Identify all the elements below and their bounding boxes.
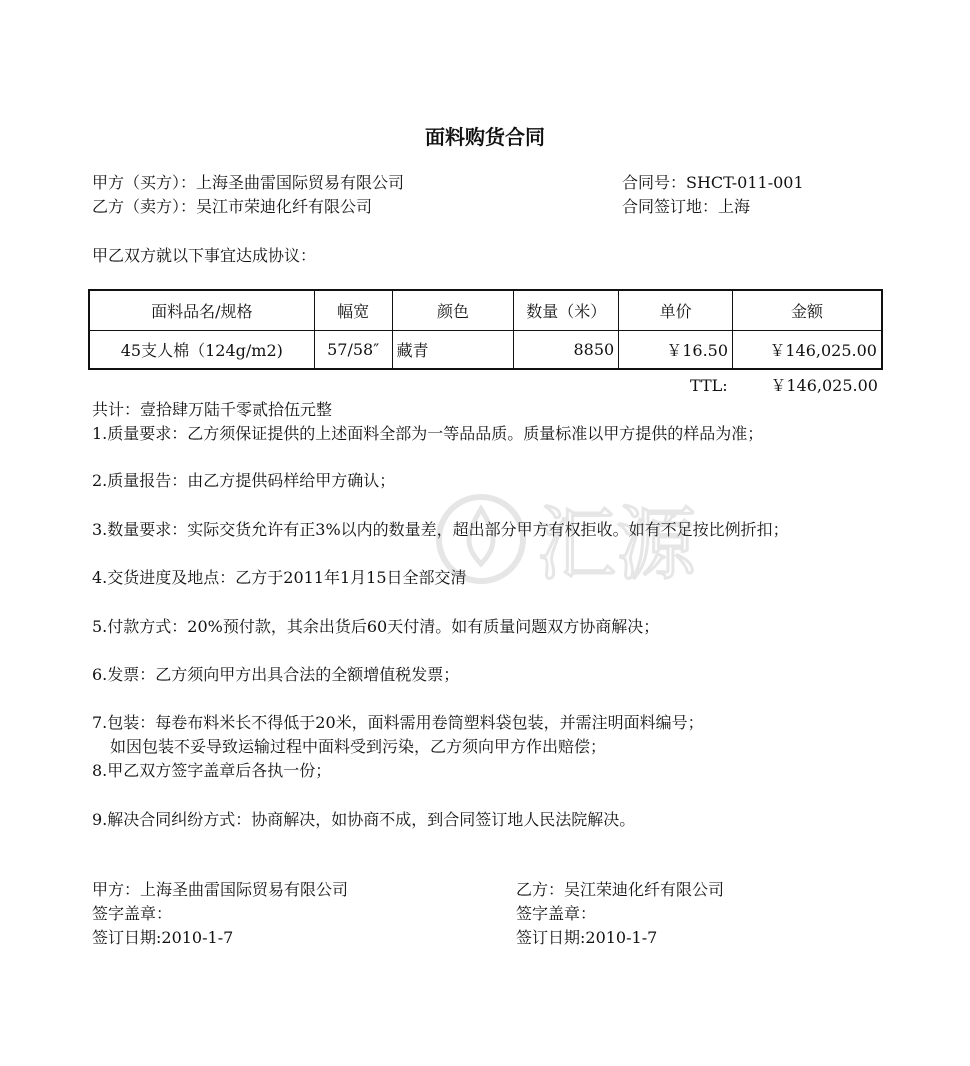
- cell-name: 45支人棉（124g/m2): [90, 331, 315, 369]
- clause-8: 8.甲乙双方签字盖章后各执一份；: [92, 761, 332, 780]
- clause-7-continued: 如因包装不妥导致运输过程中面料受到污染，乙方须向甲方作出赔偿；: [110, 737, 607, 756]
- buyer-line: 甲方（买方）：上海圣曲雷国际贸易有限公司: [92, 173, 405, 192]
- header-price: 单价: [619, 291, 733, 331]
- cell-price: ￥16.50: [619, 331, 733, 369]
- header-qty: 数量（米）: [514, 291, 619, 331]
- table-row: [90, 331, 882, 369]
- header-width: 幅宽: [314, 291, 392, 331]
- watermark-logo: [436, 484, 696, 594]
- clause-7: 7.包装：每卷布料米长不得低于20米，面料需用卷筒塑料袋包装，并需注明面料编号；: [92, 713, 704, 732]
- intro-text: 甲乙双方就以下事宜达成协议：: [92, 246, 317, 265]
- cell-amount: ￥146,025.00: [733, 331, 882, 369]
- watermark-drop-icon: [469, 509, 493, 564]
- clause-4: 4.交货进度及地点：乙方于2011年1月15日全部交清: [92, 568, 467, 587]
- header-amount: 金额: [733, 291, 882, 331]
- clause-1: 1.质量要求：乙方须保证提供的上述面料全部为一等品品质。质量标准以甲方提供的样品为准；: [92, 424, 764, 443]
- ttl-label: TTL:: [690, 376, 728, 395]
- buyer-signature-date: 签订日期:2010-1-7: [92, 928, 234, 947]
- header-name: 面料品名/规格: [90, 291, 315, 331]
- ttl-value: ￥146,025.00: [770, 376, 878, 395]
- total-in-words: 共计：壹拾肆万陆千零贰拾伍元整: [92, 400, 333, 419]
- cell-width: 57/58″: [314, 331, 392, 369]
- clause-2: 2.质量报告：由乙方提供码样给甲方确认；: [92, 471, 396, 490]
- sign-place: 合同签订地：上海: [622, 197, 751, 216]
- contract-number: 合同号：SHCT-011-001: [622, 173, 804, 192]
- buyer-signature-name: 甲方：上海圣曲雷国际贸易有限公司: [92, 880, 349, 899]
- goods-table: [89, 290, 882, 369]
- seller-line: 乙方（卖方）：吴江市荣迪化纤有限公司: [92, 197, 373, 216]
- contract-title: 面料购货合同: [425, 125, 545, 149]
- clause-5: 5.付款方式：20%预付款，其余出货后60天付清。如有质量问题双方协商解决；: [92, 617, 660, 636]
- table-header-row: [90, 291, 882, 331]
- cell-color: 藏青: [392, 331, 514, 369]
- seller-signature-date: 签订日期:2010-1-7: [516, 928, 658, 947]
- header-color: 颜色: [392, 291, 514, 331]
- cell-qty: 8850: [514, 331, 619, 369]
- seller-signature-seal: 签字盖章：: [516, 904, 597, 923]
- clause-9: 9.解决合同纠纷方式：协商解决，如协商不成，到合同签订地人民法院解决。: [92, 810, 636, 829]
- watermark-text: 汇源: [536, 498, 696, 591]
- seller-signature-name: 乙方：吴江荣迪化纤有限公司: [516, 880, 725, 899]
- clause-3: 3.数量要求：实际交货允许有正3%以内的数量差，超出部分甲方有权拒收。如有不足按比例折扣；: [92, 520, 789, 539]
- clause-6: 6.发票：乙方须向甲方出具合法的全额增值税发票；: [92, 665, 460, 684]
- buyer-signature-seal: 签字盖章：: [92, 904, 173, 923]
